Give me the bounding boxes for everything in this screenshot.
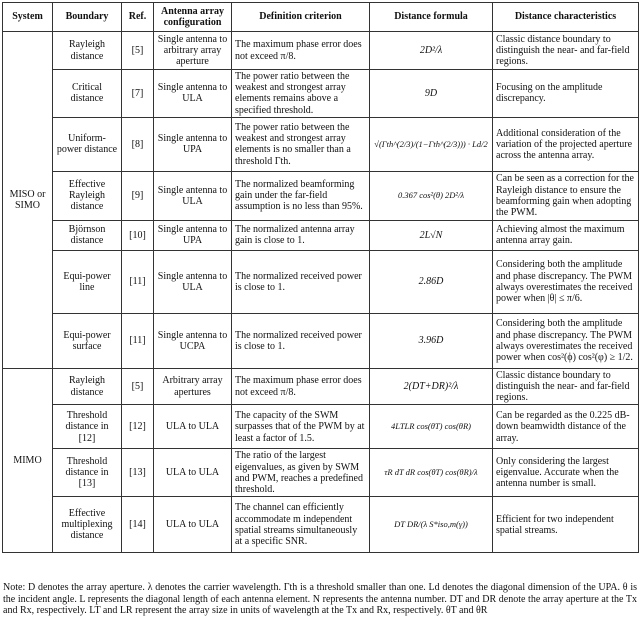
formula-cell [370,220,493,250]
criterion-cell: The channel can efficiently accommodate m independent spatial streams simultaneously at a specific SNR. [232,497,370,553]
header-formula: Distance formula [370,3,493,32]
ref-cell: [13] [122,449,154,497]
ref-cell: [12] [122,405,154,449]
formula-text: 2(DT+DR)²/λ [403,381,459,393]
boundary-cell: Björnson distance [53,220,122,250]
formula-text: 3.96D [418,335,444,347]
criterion-cell: The normalized beamforming gain under the far-field assumption is no less than 95%. [232,171,370,220]
table-note: Note: D denotes the array aperture. λ denotes the carrier wavelength. Γth is a threshold smaller than one. Ld denotes the diagonal dimension of the UPA. θ is the incident angle. L represents the diagonal length of each antenna element. N represents the antenna number. DT and DR denote the array aperture at the Tx and Rx, respectively. LT and LR represent the array size in units of wavelength at the Tx and Rx, respectively. θT and θR [3,582,637,617]
formula-text: DT DR/(λ S*iso,m(γ)) [394,519,468,530]
header-row [3,3,639,32]
config-cell: Single antenna to UPA [154,220,232,250]
boundary-cell: Effective Rayleigh distance [53,171,122,220]
config-cell: Arbitrary array apertures [154,368,232,405]
config-cell: Single antenna to ULA [154,70,232,118]
table-row [3,405,639,449]
characteristics-cell: Achieving almost the maximum antenna array gain. [493,220,639,250]
formula-text: 2D²/λ [419,44,443,56]
header-ref: Ref. [122,3,154,32]
table-row [3,368,639,405]
boundary-cell: Rayleigh distance [53,32,122,70]
formula-cell [370,32,493,70]
boundary-cell: Equi-power line [53,250,122,313]
criterion-cell: The normalized received power is close to 1. [232,250,370,313]
boundary-cell: Rayleigh distance [53,368,122,405]
boundary-cell: Equi-power surface [53,313,122,368]
distance-boundaries-table [2,2,639,553]
characteristics-cell: Considering both the amplitude and phase discrepancy. The PWM always overestimates the received power when cos²(ϕ) cos²(φ) ≥ 1/2. [493,313,639,368]
ref-cell: [7] [122,70,154,118]
criterion-cell: The normalized received power is close to 1. [232,313,370,368]
header-system: System [3,3,53,32]
table-row [3,32,639,70]
criterion-cell: The maximum phase error does not exceed π/8. [232,368,370,405]
table-row [3,313,639,368]
ref-cell: [10] [122,220,154,250]
characteristics-cell: Focusing on the amplitude discrepancy. [493,70,639,118]
config-cell: Single antenna to ULA [154,171,232,220]
characteristics-cell: Only considering the largest eigenvalue. Accurate when the antenna number is small. [493,449,639,497]
characteristics-cell: Considering both the amplitude and phase discrepancy. The PWM always overestimates the received power when |θ| ≤ π/6. [493,250,639,313]
config-cell: Single antenna to ULA [154,250,232,313]
system-cell: MIMO [3,368,53,552]
boundary-cell: Threshold distance in [12] [53,405,122,449]
characteristics-cell: Additional consideration of the variation of the projected aperture across the antenna array. [493,117,639,171]
formula-cell [370,449,493,497]
criterion-cell: The normalized antenna array gain is close to 1. [232,220,370,250]
table-row [3,449,639,497]
table-row [3,497,639,553]
header-characteristics: Distance characteristics [493,3,639,32]
formula-text: 2L√N [419,229,443,241]
config-cell: ULA to ULA [154,449,232,497]
criterion-cell: The maximum phase error does not exceed π/8. [232,32,370,70]
characteristics-cell: Classic distance boundary to distinguish the near- and far-field regions. [493,32,639,70]
characteristics-cell: Efficient for two independent spatial streams. [493,497,639,553]
header-boundary: Boundary [53,3,122,32]
characteristics-cell: Can be regarded as the 0.225 dB-down beamwidth distance of the array. [493,405,639,449]
formula-cell [370,405,493,449]
formula-text: 2.86D [418,276,444,288]
ref-cell: [8] [122,117,154,171]
criterion-cell: The power ratio between the weakest and strongest array elements is no smaller than a threshold Γth. [232,117,370,171]
formula-cell [370,70,493,118]
formula-text: 0.367 cos²(θ) 2D²/λ [397,190,465,201]
config-cell: Single antenna to arbitrary array aperture [154,32,232,70]
criterion-cell: The capacity of the SWM surpasses that of the PWM by at least a factor of 1.5. [232,405,370,449]
formula-cell [370,497,493,553]
table-row [3,250,639,313]
formula-text: 9D [424,87,438,99]
ref-cell: [9] [122,171,154,220]
config-cell: ULA to ULA [154,497,232,553]
formula-cell [370,171,493,220]
formula-text: 4LTLR cos(θT) cos(θR) [391,421,471,432]
characteristics-cell: Classic distance boundary to distinguish the near- and far-field regions. [493,368,639,405]
header-criterion: Definition criterion [232,3,370,32]
formula-cell [370,250,493,313]
ref-cell: [5] [122,368,154,405]
criterion-cell: The ratio of the largest eigenvalues, as given by SWM and PWM, reaches a predefined threshold. [232,449,370,497]
config-cell: Single antenna to UCPA [154,313,232,368]
ref-cell: [14] [122,497,154,553]
boundary-cell: Threshold distance in [13] [53,449,122,497]
formula-text: √(Γth^(2/3)/(1−Γth^(2/3))) · Ld/2 [374,138,488,149]
formula-cell [370,313,493,368]
header-config: Antenna array configuration [154,3,232,32]
characteristics-cell: Can be seen as a correction for the Rayleigh distance to ensure the beamforming gain when adopting the PWM. [493,171,639,220]
criterion-cell: The power ratio between the weakest and strongest array elements remains above a specified threshold. [232,70,370,118]
table-row [3,117,639,171]
config-cell: Single antenna to UPA [154,117,232,171]
table-row [3,171,639,220]
boundary-cell: Critical distance [53,70,122,118]
config-cell: ULA to ULA [154,405,232,449]
boundary-cell: Uniform-power distance [53,117,122,171]
table-row [3,220,639,250]
formula-text: τR dT dR cos(θT) cos(θR)/λ [384,467,478,478]
formula-cell [370,117,493,171]
formula-cell [370,368,493,405]
table-row [3,70,639,118]
system-cell: MISO or SIMO [3,32,53,369]
boundary-cell: Effective multiplexing distance [53,497,122,553]
ref-cell: [11] [122,313,154,368]
ref-cell: [11] [122,250,154,313]
table-body [3,32,639,553]
ref-cell: [5] [122,32,154,70]
